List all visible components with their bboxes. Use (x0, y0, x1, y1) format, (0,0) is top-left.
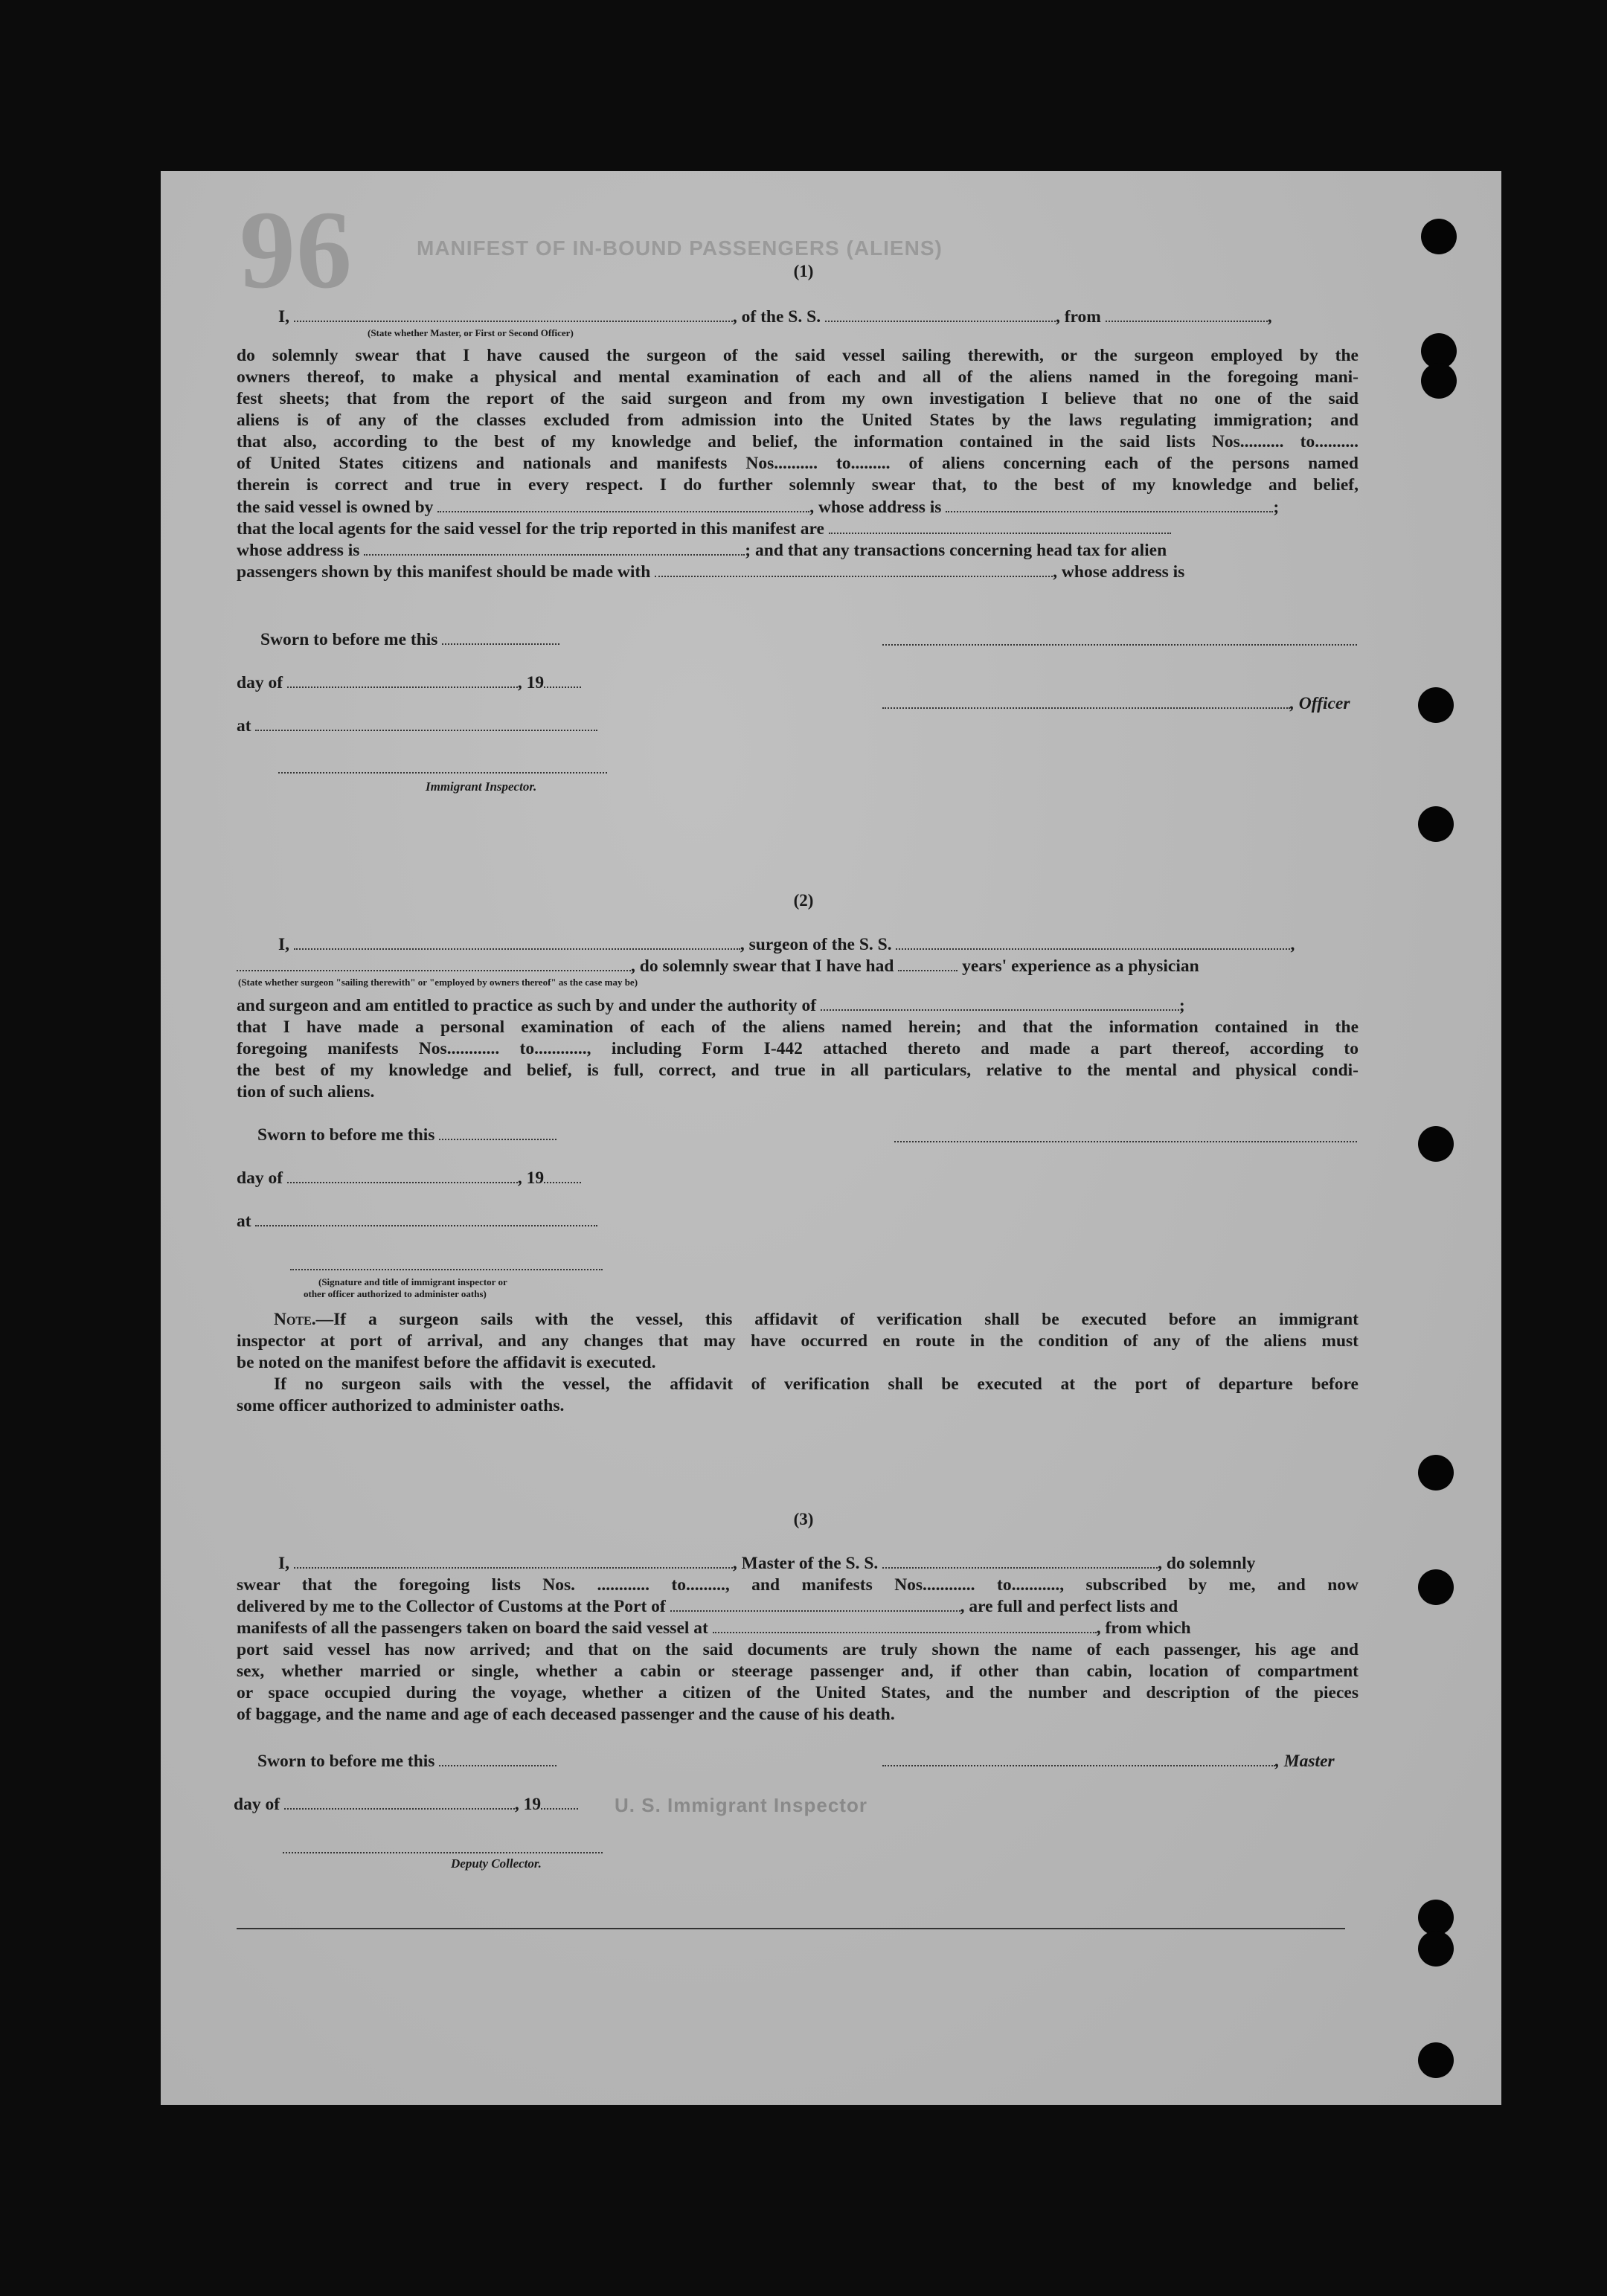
s2-at (237, 1211, 597, 1232)
section-2-number: (2) (793, 891, 814, 910)
s3-master-label: , Master (1275, 1752, 1335, 1771)
s2-para-line: the best of my knowledge and belief, is full, correct, and true in all particulars, relative to the mental and physical condi- (237, 1061, 1359, 1080)
bottom-rule (237, 1928, 1345, 1929)
s2-day-blank (287, 1168, 518, 1183)
s1-para-line: that also, according to the best of my knowledge and belief, the information contained in the said lists Nos.......... to.......... (237, 432, 1359, 451)
s1-agents-blank (829, 519, 1171, 534)
s3-day-of (234, 1794, 578, 1816)
s2-line2 (237, 956, 1199, 977)
s3-master-sign-blank (882, 1752, 1275, 1766)
s2-sworn (257, 1125, 556, 1146)
s1-para-line: of United States citizens and nationals and manifests Nos.......... to......... of aliens concerning each of the persons named (237, 454, 1359, 473)
s2-note2-line: If no surgeon sails with the vessel, the affidavit of verification shall be executed at the port of departure before (274, 1374, 1359, 1394)
s2-note2-line: some officer authorized to administer oaths. (237, 1396, 565, 1415)
s2-inspector-signature-line (290, 1269, 603, 1270)
s2-authority: and surgeon and am entitled to practice as such by and under the authority of (237, 996, 817, 1015)
s2-surgeon-blank (294, 935, 740, 950)
s1-inspector-signature-line (278, 772, 607, 774)
s2-surgeon: , surgeon of the S. S. (740, 935, 892, 954)
s2-status-blank (237, 956, 631, 971)
s1-inspector-caption: Immigrant Inspector. (426, 779, 537, 794)
s1-officer-label: , Officer (1290, 694, 1350, 713)
s2-note-text: .—If a surgeon sails with the vessel, this affidavit of verification shall be executed before an immigrant (311, 1310, 1359, 1329)
s2-note-line (274, 1309, 1359, 1331)
s2-day-of (237, 1168, 581, 1189)
s3-port-end: , are full and perfect lists and (960, 1597, 1178, 1616)
s2-at-text: at (237, 1212, 251, 1231)
s1-i: I, (278, 307, 290, 327)
s3-day-blank (284, 1795, 515, 1810)
s3-para-line: port said vessel has now arrived; and that on the said documents are truly shown the name of each passenger, his age and (237, 1640, 1359, 1659)
s2-day-of-text: day of (237, 1168, 283, 1188)
s2-year: , 19 (517, 1168, 545, 1188)
punch-hole (1418, 1900, 1454, 1935)
s1-at-text: at (237, 716, 251, 736)
s3-taken-line (237, 1618, 1191, 1639)
s1-owner-address-blank (946, 498, 1273, 512)
s2-note-label: Note (274, 1310, 312, 1329)
s1-officer-blank (294, 307, 733, 322)
s1-owned-line: the said vessel is owned by , whose address is ; (237, 498, 1280, 517)
s1-head-tax-blank (655, 562, 1053, 577)
s2-sworn-blank (439, 1125, 556, 1140)
s1-passengers-line (237, 562, 1184, 583)
s1-passengers: passengers shown by this manifest should be made with (237, 562, 651, 582)
s2-authority-blank (821, 996, 1179, 1011)
s2-line1 (278, 934, 1295, 956)
s2-para-line: tion of such aliens. (237, 1082, 375, 1102)
bleed-through-header: MANIFEST OF IN-BOUND PASSENGERS (ALIENS) (417, 237, 943, 260)
section-1-number: (1) (793, 262, 814, 280)
s3-collector-signature-line (283, 1852, 603, 1853)
s2-year-blank (544, 1168, 581, 1183)
s2-caption: (State whether surgeon "sailing therewith" or "employed by owners thereof" as the case may be) (238, 977, 638, 988)
s3-port-line (237, 1596, 1178, 1618)
s3-sworn (257, 1751, 556, 1772)
s2-semicolon: ; (1178, 996, 1185, 1015)
s3-vessel-blank (882, 1554, 1158, 1569)
s2-vessel-blank (896, 935, 1290, 950)
s2-at-blank (255, 1212, 597, 1226)
s1-passengers-address: , whose address is (1053, 562, 1185, 582)
s1-owned-by: the said vessel is owned by (237, 498, 434, 517)
s3-solemnly: , do solemnly (1158, 1554, 1256, 1573)
s3-para-line: sex, whether married or single, whether a cabin or steerage passenger and, if other than cabin, location of compartment (237, 1662, 1359, 1681)
s2-sig-caption-2: other officer authorized to administer oaths) (304, 1288, 487, 1299)
s2-surgeon-signature-line (894, 1141, 1357, 1142)
punch-hole (1418, 687, 1454, 723)
section-3-number: (3) (793, 1510, 814, 1528)
s1-at-blank (255, 716, 597, 731)
s3-master: , Master of the S. S. (732, 1554, 879, 1573)
s1-officer-line (882, 693, 1350, 715)
punch-hole (1418, 806, 1454, 842)
s1-officer-blank-2 (882, 694, 1290, 709)
s2-para-line: foregoing manifests Nos............ to............, including Form I-442 attached thereto and made a part thereof, according to (237, 1039, 1359, 1058)
s3-master-line (882, 1751, 1335, 1772)
s1-para-line: owners thereof, to make a physical and mental examination of each and all of the aliens named in the foregoing mani- (237, 367, 1359, 387)
s2-i: I, (278, 935, 290, 954)
s1-head-tax: ; and that any transactions concerning head tax for alien (745, 541, 1167, 560)
s3-taken-blank (713, 1618, 1097, 1633)
s2-comma: , (1290, 935, 1295, 954)
s1-whose-address-line (237, 540, 1167, 562)
s1-caption: (State whether Master, or First or Second Officer) (368, 327, 574, 338)
s1-officer-signature-line (882, 644, 1357, 646)
s3-taken: manifests of all the passengers taken on board the said vessel at (237, 1618, 708, 1638)
s1-owner-blank (437, 498, 809, 512)
punch-hole (1418, 1126, 1454, 1162)
punch-hole (1418, 1455, 1454, 1491)
s2-swear: , do solemnly swear that I have had (631, 956, 894, 976)
s3-sworn-text: Sworn to before me this (257, 1752, 435, 1771)
s3-i: I, (278, 1554, 290, 1573)
punch-hole (1418, 2042, 1454, 2078)
s3-day-of-text: day of (234, 1795, 280, 1814)
s2-para-line: that I have made a personal examination of each of the aliens named herein; and that the information contained in the (237, 1017, 1359, 1037)
s1-from: , from (1055, 307, 1101, 327)
s3-line1 (278, 1553, 1255, 1575)
s1-comma: , (1267, 307, 1272, 327)
s2-note-line: be noted on the manifest before the affidavit is executed. (237, 1353, 656, 1372)
s1-agents: that the local agents for the said vessel for the trip reported in this manifest are (237, 519, 824, 538)
s1-vessel-blank (825, 307, 1056, 322)
s1-year: , 19 (517, 673, 545, 692)
s2-sworn-text: Sworn to before me this (257, 1125, 435, 1145)
s1-year-blank (544, 673, 581, 688)
s1-line1 (278, 306, 1272, 328)
s1-para-line: fest sheets; that from the report of the said surgeon and from my own investigation I believe that no one of the said (237, 389, 1359, 408)
s3-para-line: swear that the foregoing lists Nos. ............ to........., and manifests Nos............ to..........., subscribed by me, and now (237, 1575, 1359, 1595)
s3-port-blank (670, 1597, 960, 1612)
s1-at (237, 716, 597, 737)
s3-deputy-caption: Deputy Collector. (451, 1856, 542, 1871)
s1-agents-line (237, 518, 1171, 540)
s2-years: years' experience as a physician (962, 956, 1199, 976)
s1-agents-address-blank (364, 541, 745, 556)
inspector-stamp: U. S. Immigrant Inspector (615, 1794, 867, 1816)
s1-para-line: aliens is of any of the classes excluded from admission into the United States by the laws regulating immigration; and (237, 411, 1359, 430)
s3-master-blank (294, 1554, 733, 1569)
s2-sig-caption-1: (Signature and title of immigrant inspector or (318, 1276, 507, 1287)
punch-hole (1421, 363, 1457, 399)
s2-years-blank (898, 956, 958, 971)
s2-authority-line (237, 995, 1185, 1017)
s3-sworn-blank (439, 1752, 556, 1766)
s1-day-of (237, 672, 581, 694)
s1-of-ss: , of the S. S. (732, 307, 821, 327)
s1-day-of-text: day of (237, 673, 283, 692)
punch-hole (1418, 1931, 1454, 1967)
s1-sworn-text: Sworn to before me this (260, 630, 438, 649)
s3-from-which: , from which (1096, 1618, 1191, 1638)
s3-port: delivered by me to the Collector of Customs at the Port of (237, 1597, 666, 1616)
s1-para-line: therein is correct and true in every respect. I do further solemnly swear that, to the best of my knowledge and belief, (237, 475, 1359, 495)
s1-sworn (260, 629, 559, 651)
s2-note-line: inspector at port of arrival, and any changes that may have occurred en route in the condition of any of the aliens must (237, 1331, 1359, 1351)
s1-para-line: do solemnly swear that I have caused the surgeon of the said vessel sailing therewith, or the surgeon employed by the (237, 346, 1359, 365)
s3-para-line: of baggage, and the name and age of each deceased passenger and the cause of his death. (237, 1705, 895, 1724)
s1-whose-address: whose address is (237, 541, 360, 560)
s1-sworn-blank (442, 630, 559, 645)
s3-year-blank (541, 1795, 578, 1810)
s1-owned-address: , whose address is (809, 498, 942, 517)
bleed-through-mark: 96 (240, 188, 353, 312)
s3-year: , 19 (514, 1795, 542, 1814)
s1-from-blank (1106, 307, 1268, 322)
punch-hole (1418, 1569, 1454, 1605)
s1-day-blank (287, 673, 518, 688)
s3-para-line: or space occupied during the voyage, whether a citizen of the United States, and the number and description of the pieces (237, 1683, 1359, 1702)
punch-hole (1421, 219, 1457, 254)
